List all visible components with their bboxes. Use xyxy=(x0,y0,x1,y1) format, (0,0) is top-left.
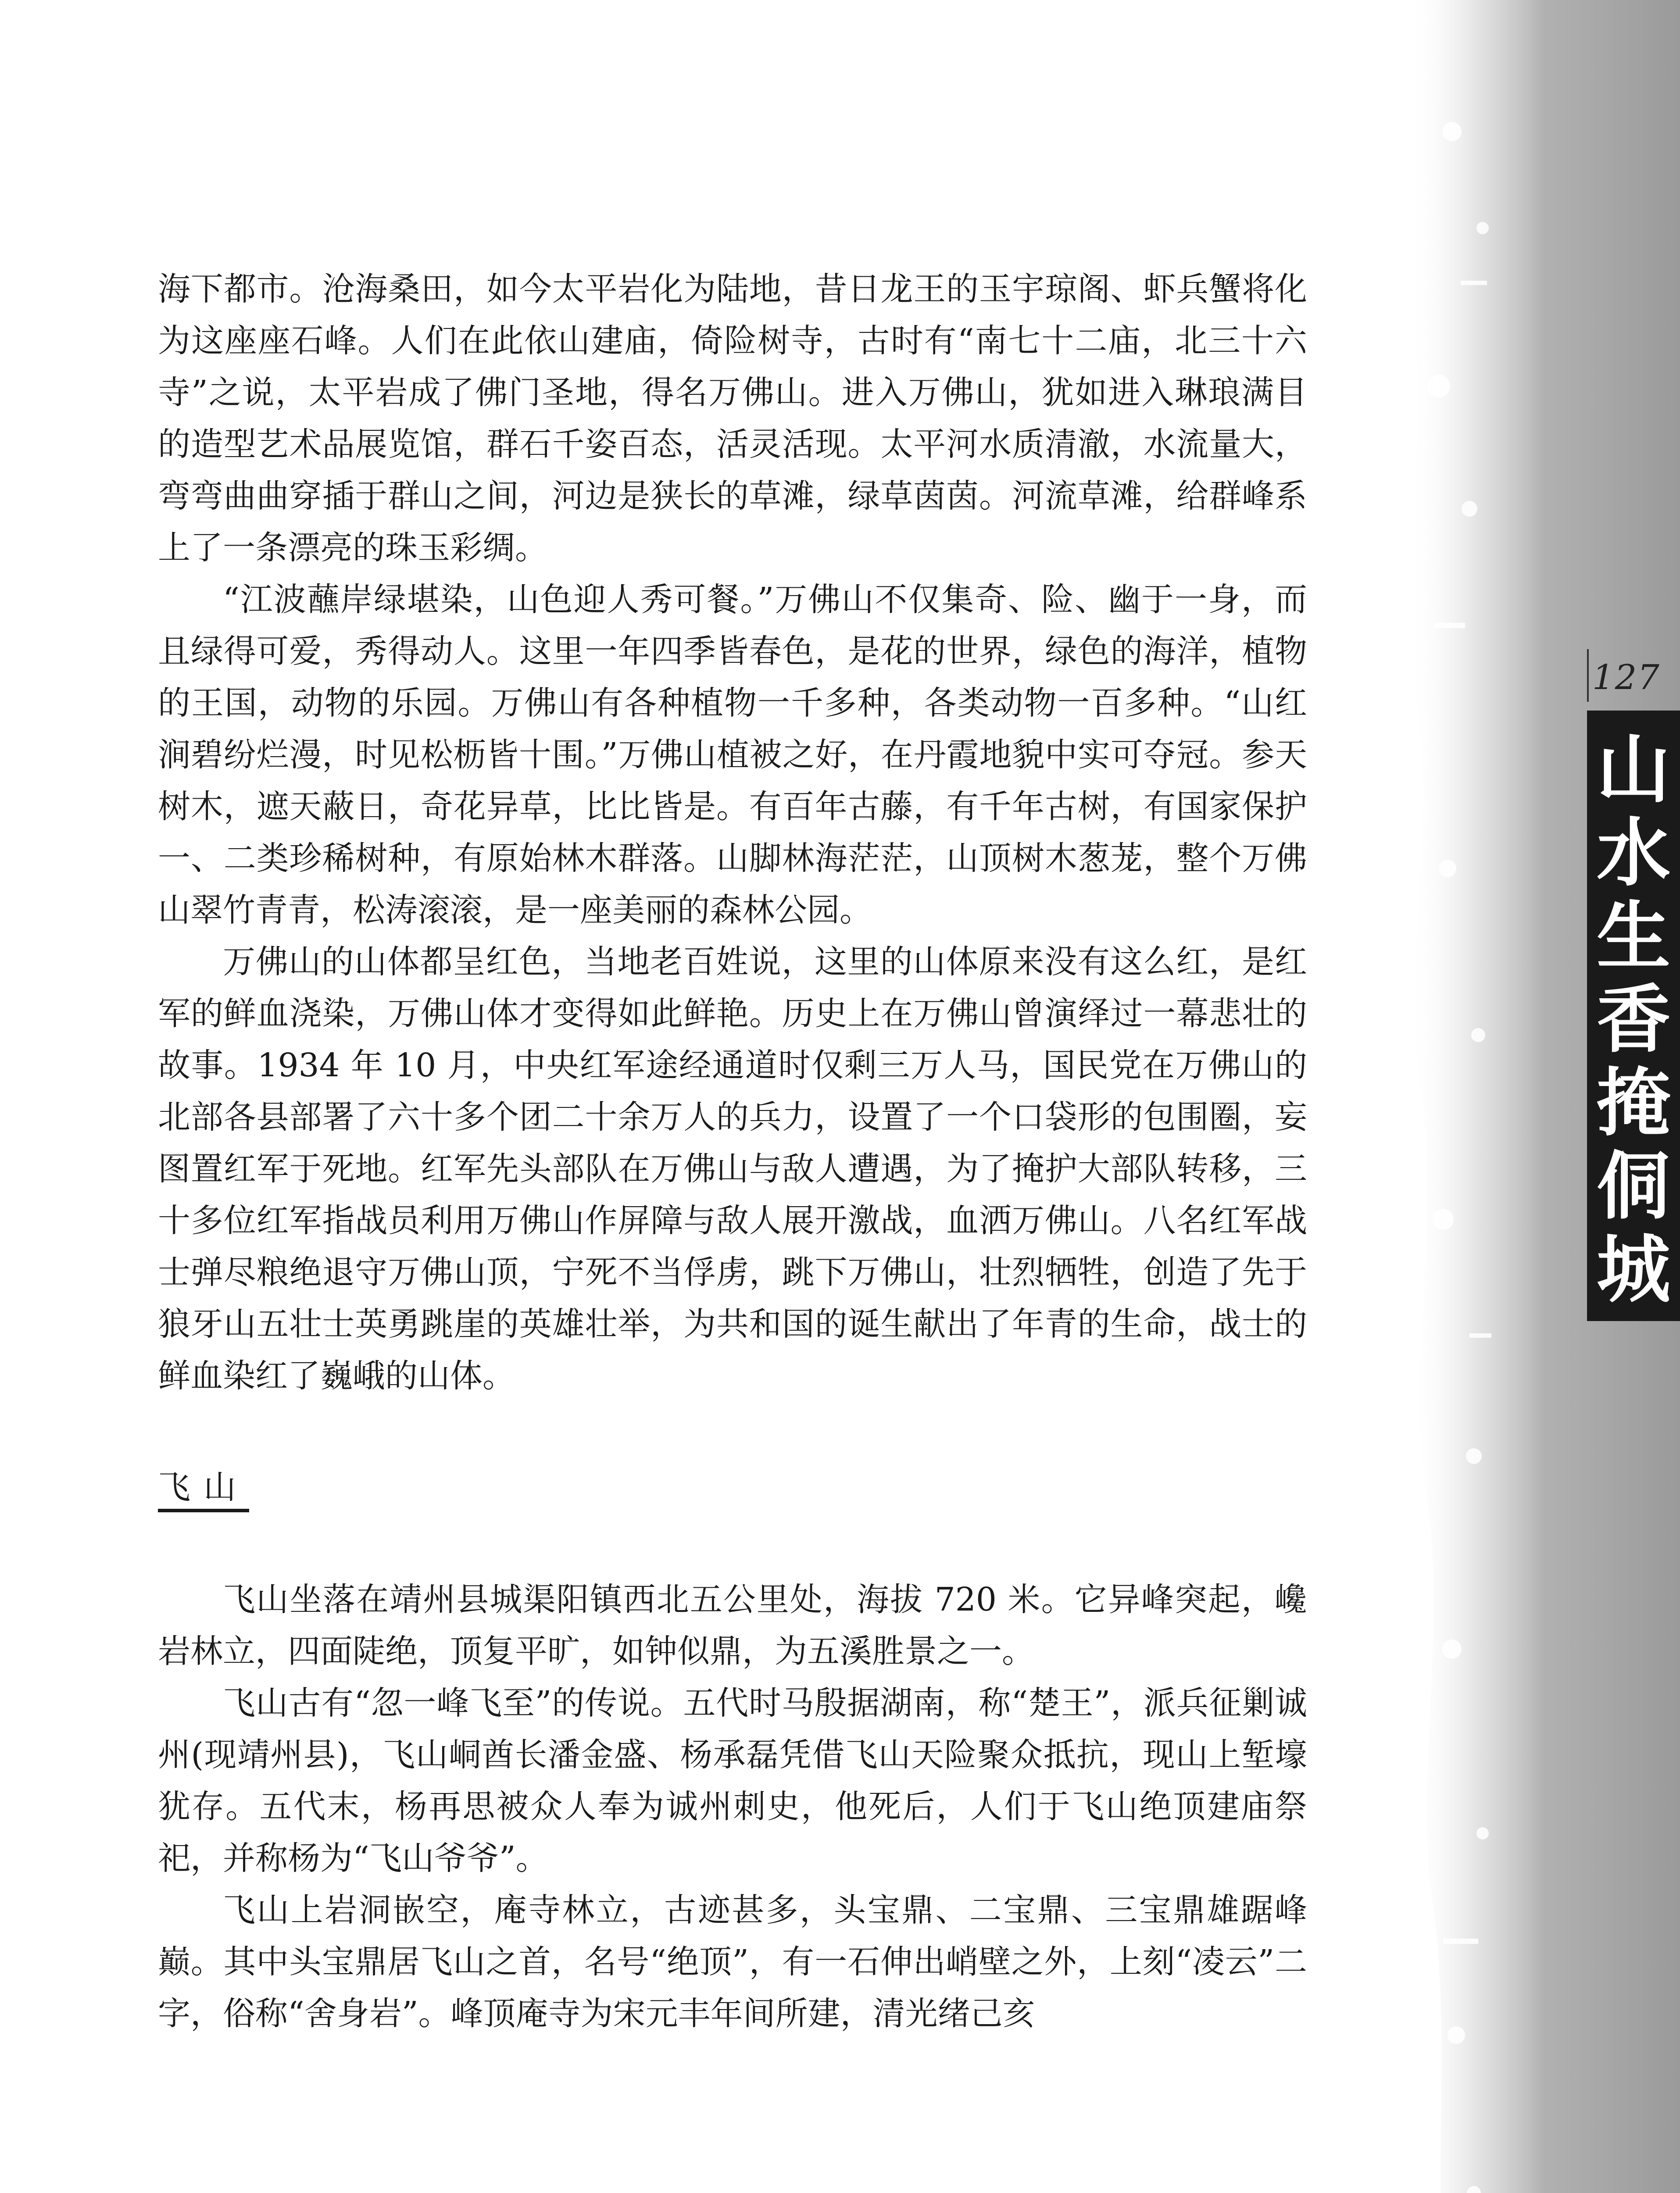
section-heading: 飞山 xyxy=(158,1468,249,1512)
chapter-title-char: 水 xyxy=(1597,810,1670,896)
body-text xyxy=(158,263,1307,2039)
chapter-title xyxy=(1587,728,1680,1311)
chapter-title-char: 掩 xyxy=(1597,1060,1670,1146)
chapter-title-char: 侗 xyxy=(1597,1143,1670,1229)
paragraph: 万佛山的山体都呈红色，当地老百姓说，这里的山体原来没有这么红，是红军的鲜血浇染，万佛山体才变得如此鲜艳。历史上在万佛山曾演绎过一幕悲壮的故事。1934 年 10 月，中央红军途经通道时仅剩三万人马，国民党在万佛山的北部各县部署了六十多个团二十余万人的兵力，设置了一个口袋形的包围圈，妄图置红军于死地。红军先头部队在万佛山与敌人遭遇，为了掩护大部队转移，三十多位红军指战员利用万佛山作屏障与敌人展开激战，血洒万佛山。八名红军战士弹尽粮绝退守万佛山顶，宁死不当俘虏，跳下万佛山，壮烈牺牲，创造了先于狼牙山五壮士英勇跳崖的英雄壮举，为共和国的诞生献出了年青的生命，战士的鲜血染红了巍峨的山体。 xyxy=(158,943,1307,1395)
chapter-title-char: 城 xyxy=(1597,1227,1670,1313)
paragraph: “江波蘸岸绿堪染，山色迎人秀可餐。”万佛山不仅集奇、险、幽于一身，而且绿得可爱，秀得动人。这里一年四季皆春色，是花的世界，绿色的海洋，植物的王国，动物的乐园。万佛山有各种植物一千多种，各类动物一百多种。“山红涧碧纷烂漫，时见松枥皆十围。”万佛山植被之好，在丹霞地貌中实可夺冠。参天树木，遮天蔽日，奇花异草，比比皆是。有百年古藤，有千年古树，有国家保护一、二类珍稀树种，有原始林木群落。山脚林海茫茫，山顶树木葱茏，整个万佛山翠竹青青，松涛滚滚，是一座美丽的森林公园。 xyxy=(158,581,1307,929)
chapter-title-char: 山 xyxy=(1597,727,1670,813)
paragraph: 飞山坐落在靖州县城渠阳镇西北五公里处，海拔 720 米。它异峰突起，巉岩林立，四面陡绝，顶复平旷，如钟似鼎，为五溪胜景之一。 xyxy=(158,1581,1307,1670)
page-number: 127 xyxy=(1592,658,1660,697)
paragraph: 海下都市。沧海桑田，如今太平岩化为陆地，昔日龙王的玉宇琼阁、虾兵蟹将化为这座座石峰。人们在此依山建庙，倚险树寺，古时有“南七十二庙，北三十六寺”之说，太平岩成了佛门圣地，得名万佛山。进入万佛山，犹如进入琳琅满目的造型艺术品展览馆，群石千姿百态，活灵活现。太平河水质清澈，水流量大，弯弯曲曲穿插于群山之间，河边是狭长的草滩，绿草茵茵。河流草滩，给群峰系上了一条漂亮的珠玉彩绸。 xyxy=(158,270,1307,567)
page-number-rule xyxy=(1587,649,1589,702)
chapter-title-char: 香 xyxy=(1597,977,1670,1063)
paragraph: 飞山古有“忽一峰飞至”的传说。五代时马殷据湖南，称“楚王”，派兵征剿诚州(现靖州县)，飞山峒酋长潘金盛、杨承磊凭借飞山天险聚众抵抗，现山上堑壕犹存。五代末，杨再思被众人奉为诚州刺史，他死后，人们于飞山绝顶建庙祭祀，并称杨为“飞山爷爷”。 xyxy=(158,1684,1307,1877)
chapter-title-char: 生 xyxy=(1597,893,1670,979)
paragraph: 飞山上岩洞嵌空，庵寺林立，古迹甚多，头宝鼎、二宝鼎、三宝鼎雄踞峰巅。其中头宝鼎居飞山之首，名号“绝顶”，有一石伸出峭壁之外，上刻“凌云”二字，俗称“舍身岩”。峰顶庵寺为宋元丰年间所建，清光绪己亥 xyxy=(158,1891,1307,2032)
